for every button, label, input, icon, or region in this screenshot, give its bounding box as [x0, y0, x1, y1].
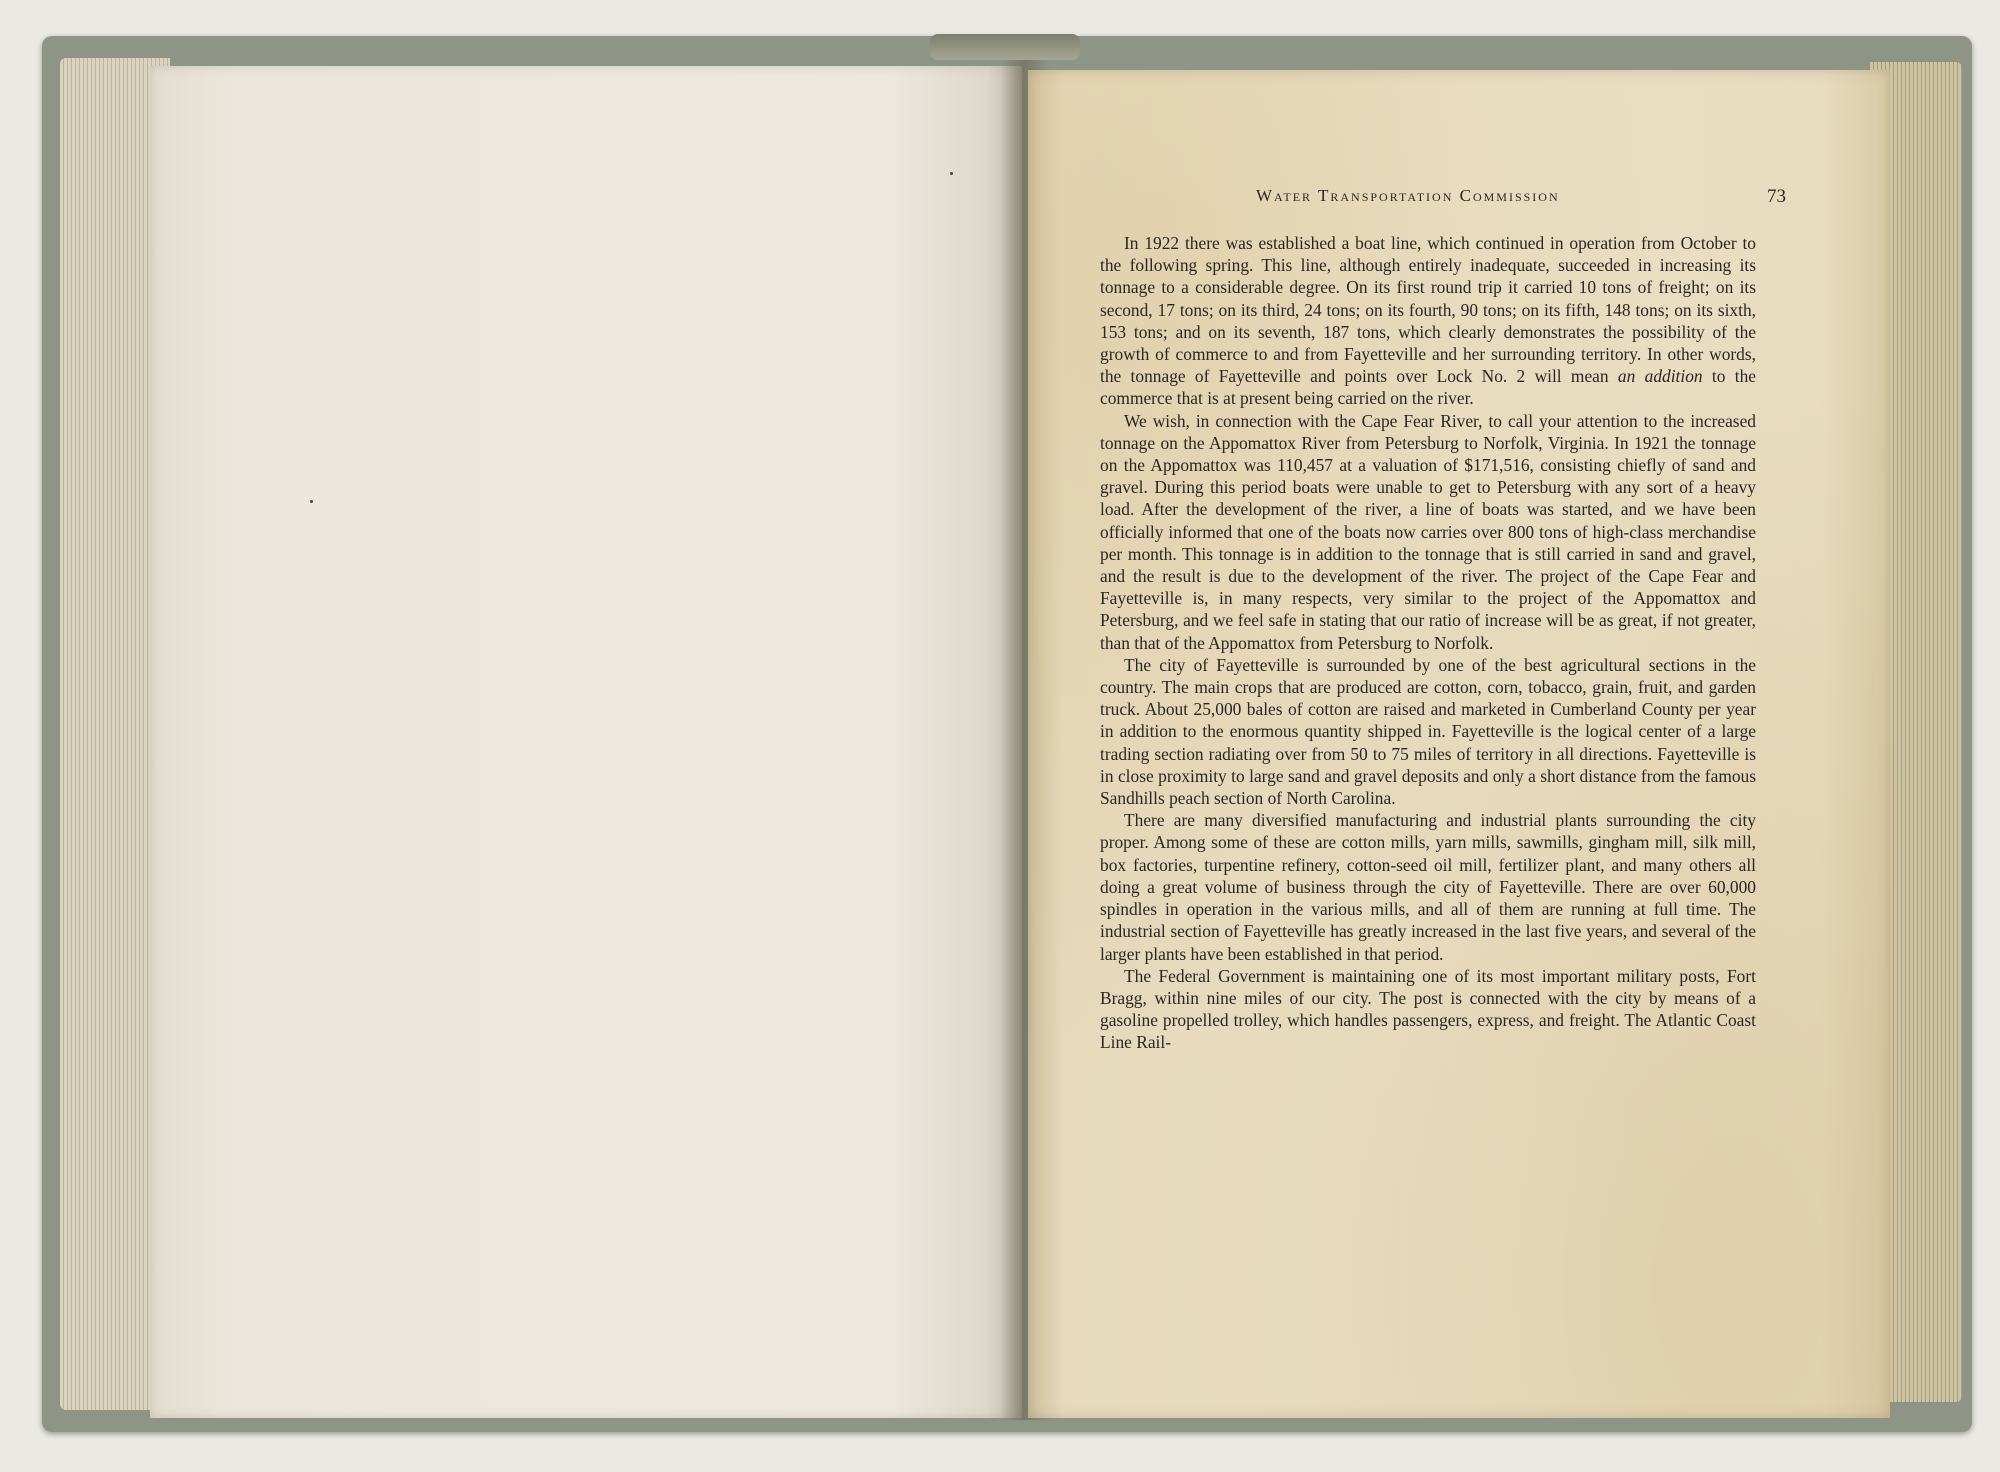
left-blank-page [150, 66, 1022, 1418]
running-head [1256, 186, 1786, 210]
paragraph: There are many diversified manufacturing and industrial plants surrounding the city proper. Among some of these are cotton mills, yarn mills, sawmills, gingham mill, silk mill, box factories, turpentine refinery, cotton-seed oil mill, fertilizer plant, and many others all doing a great volume of business through the city of Fayetteville. There are over 60,000 spindles in operation in the various mills, and all of them are running at full time. The industrial section of Fayetteville has greatly increased in the last five years, and several of the larger plants have been established in that period. [1100, 810, 1756, 964]
body-text [1100, 232, 1756, 1054]
paper-speck [950, 172, 953, 175]
paragraph: We wish, in connection with the Cape Fear River, to call your attention to the increased tonnage on the Appomattox River from Petersburg to Norfolk, Virginia. In 1921 the tonnage on the Appomattox was 110,457 at a valuation of $171,516, consisting chiefly of sand and gravel. During this period boats were unable to get to Petersburg with any sort of a heavy load. After the development of the river, a line of boats was started, and we have been officially informed that one of the boats now carries over 800 tons of high-class merchandise per month. This tonnage is in addition to the tonnage that is still carried in sand and gravel, and the result is due to the development of the river. The project of the Cape Fear and Fayetteville is, in many respects, very similar to the project of the Appomattox and Petersburg, and we feel safe in stating that our ratio of increase will be as great, if not greater, than that of the Appomattox from Petersburg to Norfolk. [1100, 410, 1756, 653]
paragraph: The Federal Government is maintaining one of its most important military posts, Fort Bragg, within nine miles of our city. The post is connected with the city by means of a gasoline propelled trolley, which handles passengers, express, and freight. The Atlantic Coast Line Rail- [1100, 965, 1756, 1053]
book-spine-top [930, 34, 1080, 60]
paragraph: The city of Fayetteville is surrounded by one of the best agricultural sections in the country. The main crops that are produced are cotton, corn, tobacco, grain, fruit, and garden truck. About 25,000 bales of cotton are raised and marketed in Cumberland County per year in addition to the enormous quantity shipped in. Fayetteville is the logical center of a large trading section radiating over from 50 to 75 miles of territory in all directions. Fayetteville is in close proximity to large sand and gravel deposits and only a short distance from the famous Sandhills peach section of North Carolina. [1100, 654, 1756, 809]
emphasis-text: an addition [1617, 366, 1703, 387]
page-number: 73 [1767, 186, 1786, 207]
paragraph: In 1922 there was established a boat line, which continued in operation from October to the following spring. This line, although entirely inadequate, succeeded in increasing its tonnage to a considerable degree. On its first round trip it carried 10 tons of freight; on its second, 17 tons; on its third, 24 tons; on its fourth, 90 tons; on its fifth, 148 tons; on its sixth, 153 tons; and on its seventh, 187 tons, which clearly demonstrates the possibility of the growth of commerce to and from Fayetteville and her surrounding territory. In other words, the tonnage of Fayetteville and points over Lock No. 2 will mean an addition to the commerce that is at present being carried on the river. [1100, 233, 1757, 409]
running-head-title: Water Transportation Commission [1256, 186, 1560, 205]
right-text-page [1028, 70, 1890, 1418]
paper-speck [310, 500, 313, 503]
